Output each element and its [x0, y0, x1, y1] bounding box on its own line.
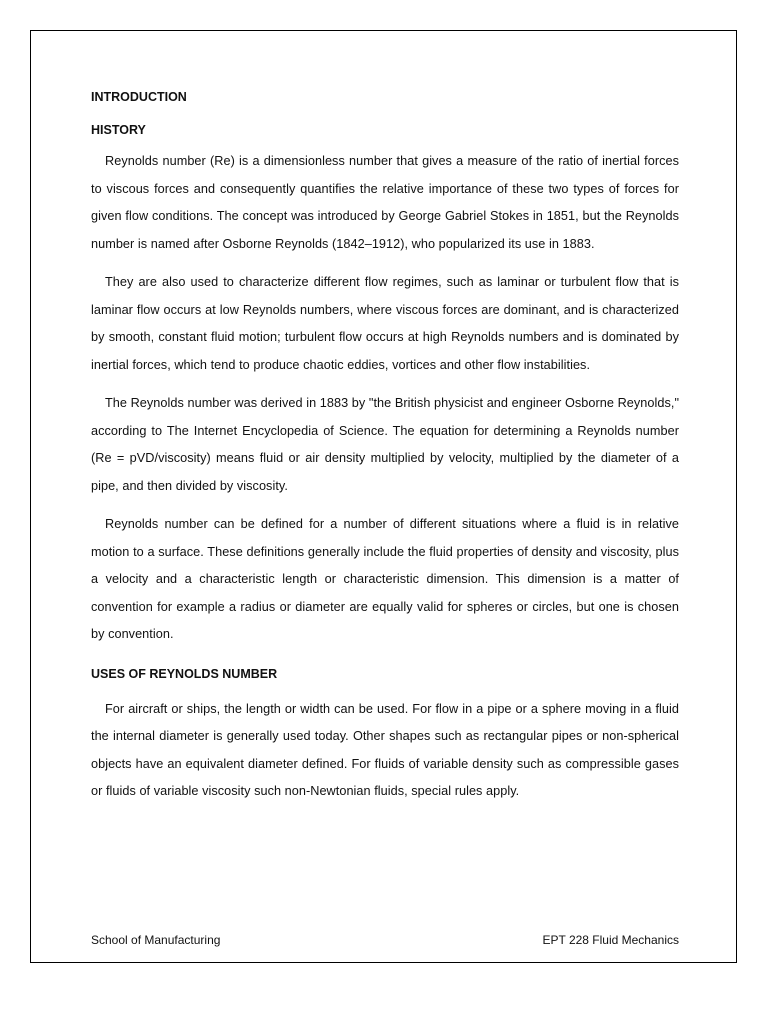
document-page — [30, 30, 737, 963]
footer-course: EPT 228 Fluid Mechanics — [542, 933, 679, 947]
paragraph-flow-regimes: They are also used to characterize different flow regimes, such as laminar or turbulent flow that is laminar flow occurs at low Reynolds numbers, where viscous forces are dominant, and is characterized by smooth, constant fluid motion; turbulent flow occurs at high Reynolds numbers and is dominated by inertial forces, which tend to produce chaotic eddies, vortices and other flow instabilities. — [91, 275, 679, 372]
page-content — [91, 89, 679, 817]
page-footer — [91, 932, 679, 948]
heading-history: HISTORY — [91, 123, 146, 137]
paragraph-reynolds-definition: Reynolds number (Re) is a dimensionless number that gives a measure of the ratio of inertial forces to viscous forces and consequently quantifies the relative importance of these two types of forces for given flow conditions. The concept was introduced by George Gabriel Stokes in 1851, but the Reynolds number is named after Osborne Reynolds (1842–1912), who popularized its use in 1883. — [91, 154, 679, 251]
footer-school: School of Manufacturing — [91, 933, 221, 947]
heading-uses: USES OF REYNOLDS NUMBER — [91, 666, 278, 681]
heading-introduction: INTRODUCTION — [91, 90, 187, 104]
paragraph-definitions: Reynolds number can be defined for a number of different situations where a fluid is in relative motion to a surface. These definitions generally include the fluid properties of density and viscosity, plus a velocity and a characteristic length or characteristic dimension. This dimension is a matter of convention for example a radius or diameter are equally valid for spheres or circles, but one is chosen by convention. — [91, 517, 679, 641]
paragraph-uses: For aircraft or ships, the length or width can be used. For flow in a pipe or a sphere moving in a fluid the internal diameter is generally used today. Other shapes such as rectangular pipes or non-spherical objects have an equivalent diameter defined. For fluids of variable density such as compressible gases or fluids of variable viscosity such non-Newtonian fluids, special rules apply. — [91, 701, 679, 798]
paragraph-derivation: The Reynolds number was derived in 1883 by "the British physicist and engineer Osborne Reynolds," according to The Internet Encyclopedia of Science. The equation for determining a Reynolds number (Re = pVD/viscosity) means fluid or air density multiplied by velocity, multiplied by the diameter of a pipe, and then divided by viscosity. — [91, 396, 679, 493]
